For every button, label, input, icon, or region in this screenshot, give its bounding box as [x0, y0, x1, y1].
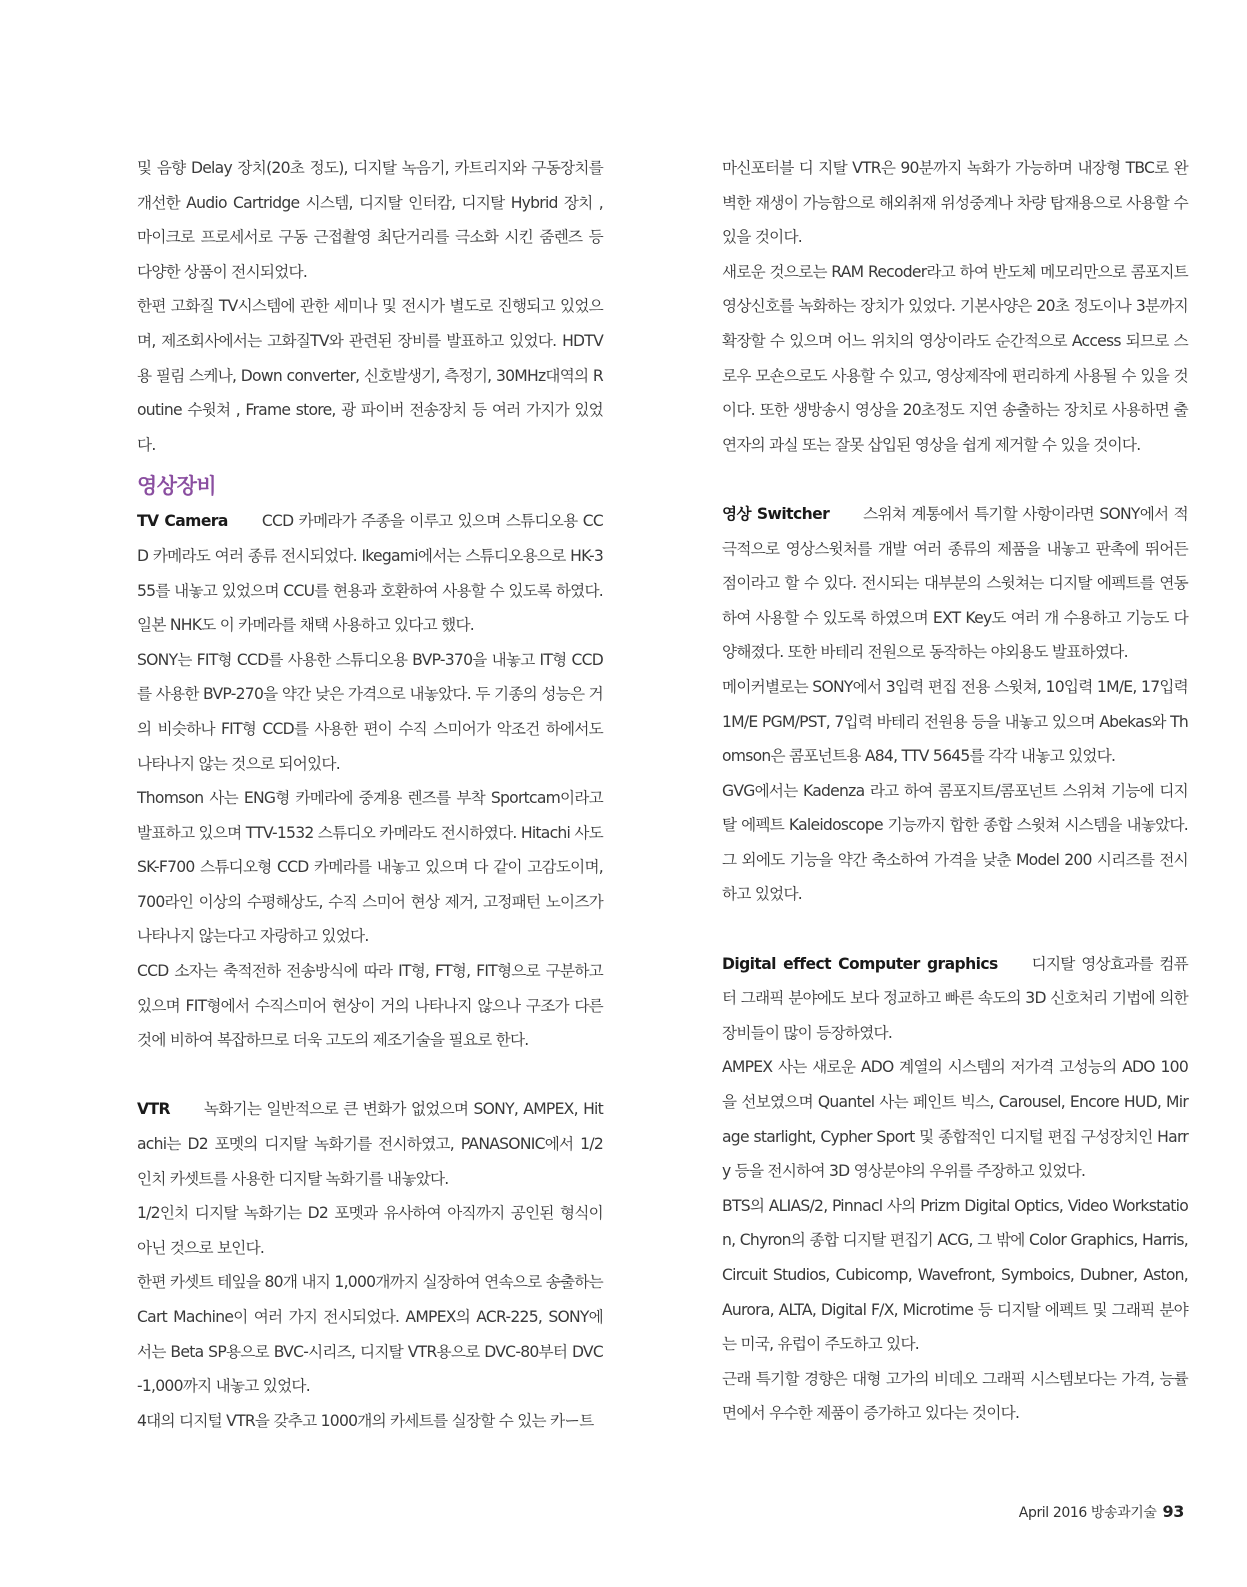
paragraph: 메이커별로는 SONY에서 3입력 편집 전용 스윗쳐, 10입력 1M/E, 17입력 1M/E PGM/PST, 7입력 바테리 전원용 등을 내놓고 있으며 Abekas와 Thomson은 콤포넌트용 A84, TTV 5645를 각각 내놓고 있었다. — [722, 677, 1188, 766]
page-footer — [1019, 1502, 1184, 1523]
paragraph: 새로운 것으로는 RAM Recoder라고 하여 반도체 메모리만으로 콤포지트 영상신호를 녹화하는 장치가 있었다. 기본사양은 20초 정도이나 3분까지 확장할 수 있으며 어느 위치의 영상이라도 순간적으로 Access 되므로 스로우 모숀으로도 사용할 수 있고, 영상제작에 편리하게 사용될 수 있을 것이다. 또한 생방송시 영상을 20초정도 지연 송출하는 장치로 사용하면 출연자의 과실 또는 잘못 삽입된 영상을 쉽게 제거할 수 있을 것이다. — [722, 262, 1188, 454]
paragraph: 근래 특기할 경향은 대형 고가의 비데오 그래픽 시스템보다는 가격, 능률면에서 우수한 제품이 증가하고 있다는 것이다. — [722, 1369, 1188, 1423]
paragraph: SONY는 FIT형 CCD를 사용한 스튜디오용 BVP-370을 내놓고 IT형 CCD를 사용한 BVP-270을 약간 낮은 가격으로 내놓았다. 두 기종의 성능은 거의 비슷하나 FIT형 CCD를 사용한 편이 수직 스미어가 악조건 하에서도 나타나지 않는 것으로 되어있다. — [137, 650, 603, 773]
right-column — [722, 151, 1188, 1431]
paragraph: Thomson 사는 ENG형 카메라에 중계용 렌즈를 부착 Sportcam이라고 발표하고 있으며 TTV-1532 스튜디오 카메라도 전시하였다. Hitachi 사도 SK-F700 스튜디오형 CCD 카메라를 내놓고 있으며 다 같이 고감도이며, 700라인 이상의 수평해상도, 수직 스미어 현상 제거, 고정패턴 노이즈가 나타나지 않는다고 자랑하고 있었다. — [137, 789, 603, 946]
paragraph — [722, 497, 1188, 670]
paragraph: 및 음향 Delay 장치(20초 정도), 디지탈 녹음기, 카트리지와 구동장치를 개선한 Audio Cartridge 시스템, 디지탈 인터캄, 디지탈 Hybrid 장치 , 마이크로 프로세서로 구동 근접촬영 최단거리를 극소화 시킨 줌렌즈 등 다양한 상품이 전시되었다. — [137, 159, 603, 281]
paragraph: 한편 고화질 TV시스템에 관한 세미나 및 전시가 별도로 진행되고 있었으며, 제조회사에서는 고화질TV와 관련된 장비를 발표하고 있었다. HDTV용 필림 스케나, Down converter, 신호발생기, 측정기, 30MHz대역의 Routine 수윗쳐 , Frame store, 광 파이버 전송장치 등 여러 가지가 있었다. — [137, 297, 603, 454]
paragraph: CCD 소자는 축적전하 전송방식에 따라 IT형, FT형, FIT형으로 구분하고 있으며 FIT형에서 수직스미어 현상이 거의 나타나지 않으나 구조가 다른 것에 비하여 복잡하므로 더욱 고도의 제조기술을 필요로 한다. — [137, 962, 603, 1050]
term-label: TV Camera — [137, 512, 228, 531]
paragraph: 한편 카셋트 테잎을 80개 내지 1,000개까지 실장하여 연속으로 송출하는 Cart Machine이 여러 가지 전시되었다. AMPEX의 ACR-225, SONY에서는 Beta SP용으로 BVC-시리즈, 디지탈 VTR용으로 DVC-80부터 DVC-1,000까지 내놓고 있었다. — [137, 1273, 603, 1396]
term-label: VTR — [137, 1100, 170, 1119]
paragraph — [137, 504, 603, 642]
paragraph: 마신포터블 디 지탈 VTR은 90분까지 녹화가 가능하며 내장형 TBC로 완벽한 재생이 가능함으로 해외취재 위성중계나 차량 탑재용으로 사용할 수 있을 것이다. — [722, 159, 1188, 247]
paragraph-text: CCD 카메라가 주종을 이루고 있으며 스튜디오용 CCD 카메라도 여러 종류 전시되었다. Ikegami에서는 스튜디오용으로 HK-355를 내놓고 있었으며 CCU를 현용과 호환하여 사용할 수 있도록 하였다. 일본 NHK도 이 카메라를 채택 사용하고 있다고 했다. — [137, 512, 603, 635]
term-label: 영상 Switcher — [722, 504, 830, 523]
term-label: Digital effect Computer graphics — [722, 954, 998, 973]
paragraph-text: 디지탈 영상효과를 컴퓨터 그래픽 분야에도 보다 정교하고 빠른 속도의 3D 신호처리 기법에 의한 장비들이 많이 등장하였다. — [722, 954, 1188, 1042]
paragraph: 4대의 디지털 VTR을 갖추고 1000개의 카세트를 실장할 수 있는 카ー트 — [137, 1411, 594, 1430]
paragraph: GVG에서는 Kadenza 라고 하여 콤포지트/콤포넌트 스위쳐 기능에 디지탈 에펙트 Kaleidoscope 기능까지 합한 종합 스윗쳐 시스템을 내놓았다. 그 외에도 기능을 약간 축소하여 가격을 낮춘 Model 200 시리즈를 전시하고 있었다. — [722, 781, 1188, 904]
paragraph: BTS의 ALIAS/2, Pinnacl 사의 Prizm Digital Optics, Video Workstation, Chyron의 종합 디지탈 편집기 ACG, 그 밖에 Color Graphics, Harris, Circuit Studios, Cubicomp, Wavefront, Symboics, Dubner, Aston, Aurora, ALTA, Digital F/X, Microtime 등 디지탈 에펙트 및 그래픽 분야는 미국, 유럽이 주도하고 있다. — [722, 1196, 1188, 1354]
paragraph — [722, 947, 1188, 1051]
paragraph — [137, 1092, 603, 1196]
paragraph-text: 스위쳐 계통에서 특기할 사항이라면 SONY에서 적극적으로 영상스윗처를 개발 여러 종류의 제품을 내놓고 판촉에 뛰어든 점이라고 할 수 있다. 전시되는 대부분의 스윗쳐는 디지탈 에펙트를 연동하여 사용할 수 있도록 하였으며 EXT Key도 여러 개 수용하고 기능도 다양해졌다. 또한 바테리 전원으로 동작하는 야외용도 발표하였다. — [722, 504, 1188, 662]
left-column — [137, 151, 603, 1438]
paragraph-text: 녹화기는 일반적으로 큰 변화가 없었으며 SONY, AMPEX, Hitachi는 D2 포멧의 디지탈 녹화기를 전시하였고, PANASONIC에서 1/2 인치 카셋트를 사용한 디지탈 녹화기를 내놓았다. — [137, 1100, 603, 1188]
page-number: 93 — [1162, 1502, 1184, 1521]
paragraph: AMPEX 사는 새로운 ADO 계열의 시스템의 저가격 고성능의 ADO 100을 선보였으며 Quantel 사는 페인트 빅스, Carousel, Encore HUD, Mirage starlight, Cypher Sport 및 종합적인 디지털 편집 구성장치인 Harry 등을 전시하여 3D 영상분야의 우위를 주장하고 있었다. — [722, 1058, 1188, 1181]
footer-issue: April 2016 방송과기술 — [1018, 1505, 1157, 1521]
section-heading: 영상장비 — [137, 474, 217, 499]
paragraph: 1/2인치 디지탈 녹화기는 D2 포멧과 유사하여 아직까지 공인된 형식이 아닌 것으로 보인다. — [137, 1204, 603, 1257]
